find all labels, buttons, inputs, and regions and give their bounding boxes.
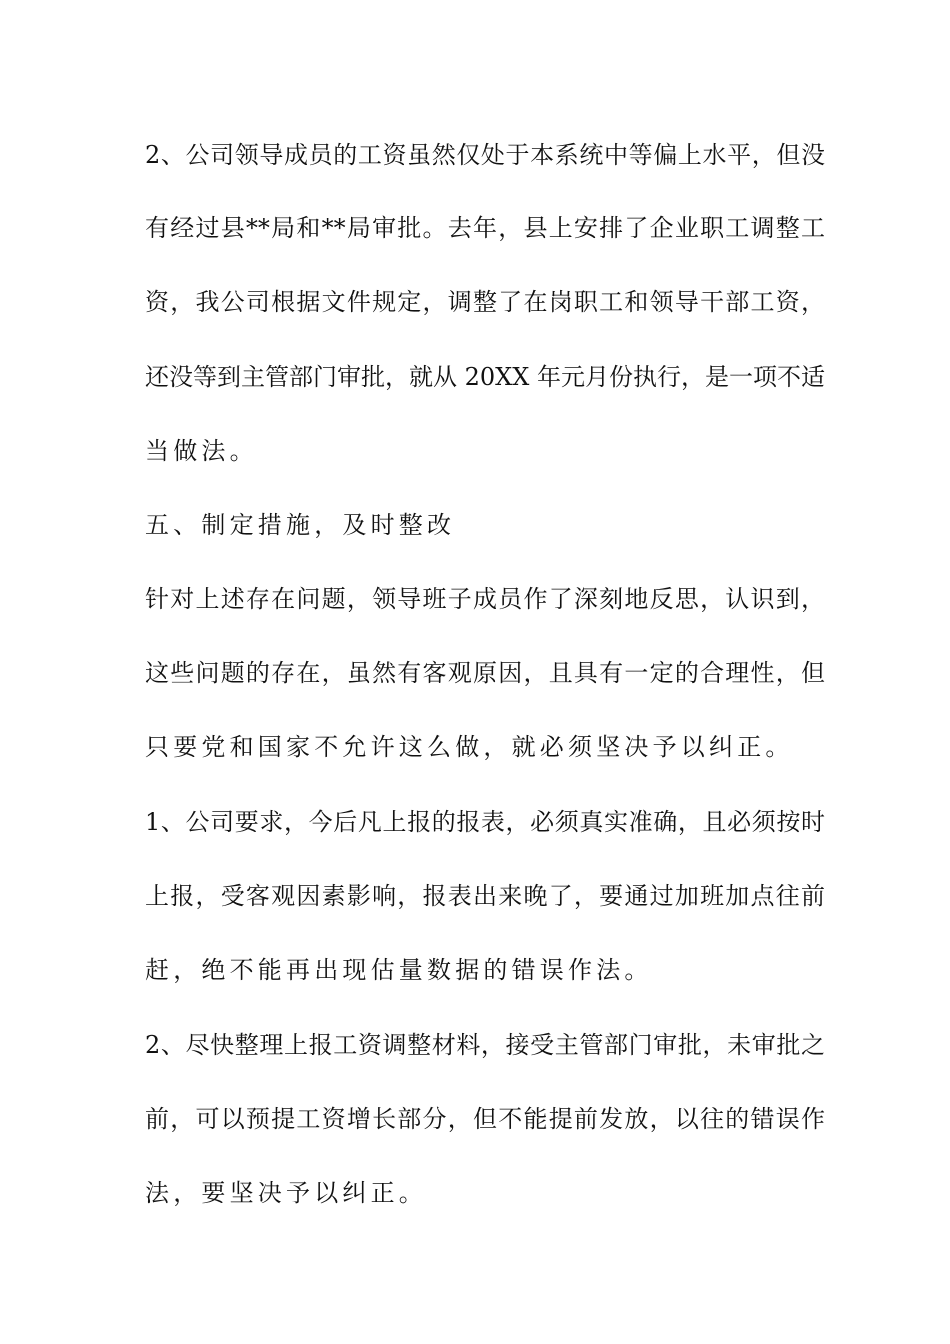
text-line: 2、尽快整理上报工资调整材料，接受主管部门审批，未审批之 [145, 1031, 825, 1059]
text-line: 还没等到主管部门审批，就从 20XX 年元月份执行，是一项不适 [145, 363, 825, 391]
section-heading: 五、制定措施，及时整改 [145, 511, 456, 539]
text-line: 法，要坚决予以纠正。 [145, 1179, 427, 1207]
text-line: 前，可以预提工资增长部分，但不能提前发放，以往的错误作 [145, 1105, 825, 1133]
text-line: 当做法。 [145, 437, 258, 465]
text-line: 这些问题的存在，虽然有客观原因，且具有一定的合理性，但 [145, 659, 825, 687]
text-line: 赶，绝不能再出现估量数据的错误作法。 [145, 956, 653, 984]
text-line: 只要党和国家不允许这么做，就必须坚决予以纠正。 [145, 733, 794, 761]
text-line: 2、公司领导成员的工资虽然仅处于本系统中等偏上水平，但没 [145, 141, 825, 169]
text-line: 资，我公司根据文件规定，调整了在岗职工和领导干部工资， [145, 288, 825, 316]
text-line: 1、公司要求，今后凡上报的报表，必须真实准确，且必须按时 [145, 808, 825, 836]
text-line: 针对上述存在问题，领导班子成员作了深刻地反思，认识到， [145, 585, 825, 613]
text-line: 上报，受客观因素影响，报表出来晚了，要通过加班加点往前 [145, 882, 825, 910]
text-line: 有经过县**局和**局审批。去年，县上安排了企业职工调整工 [145, 214, 825, 242]
